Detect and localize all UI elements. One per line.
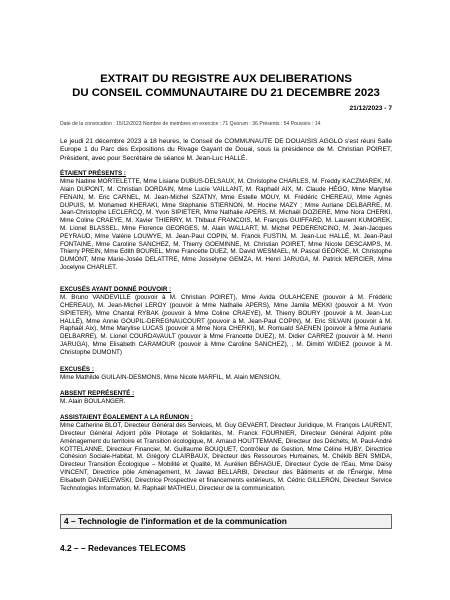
agenda-section-bar: 4 – Technologie de l'information et de la communication [60,514,392,529]
section-body: M. Bruno VANDEVILLE (pouvoir à M. Christian POIRET), Mme Avida OULAHCENE (pouvoir à M. Frédéric CHEREAU), M. Jean-Michel LEROY (pouvoir à Mme Nathalie APERS), Mme Jamila MEKKI (pouvoir à M. Yvon SIPIETER), Mme Chantal RYBAK (pouvoir à Mme Coline CRAEYE), M. Thierry BOURY (pouvoir à M. Jean-Luc HALLÉ), Mme Annie GOUPIL-DEREGNAUCOURT (pouvoir à M. Jean-Paul COPIN), M. Eric SILVAIN (pouvoir à M. Raphaël Aix), Mme Marylise LUCAS (pouvoir à Mme Nora CHERKI), M. Romuald SAENEN (pouvoir à Mme Auriane DELBARRE), M. Lionel COURDAVAULT (pouvoir à Mme Francette DUEZ), M. Didier CARREZ (pouvoir à M. Henri JARUGA), Mme Elisabeth CARAMOUR (pouvoir à Mme Caroline SANCHEZ), , M. Dimitri WIDIEZ (pouvoir à M. Christophe DUMONT) [60,294,392,356]
section-heading: EXCUSÉS : [60,366,94,373]
section-heading: ASSISTAIENT ÉGALEMENT A LA RÉUNION : [60,414,193,421]
section-body: M. Alain BOULANGER. [60,398,126,406]
convocation-line: Date de la convocation : 15/12/2023 Nombre de membres en exercice : 71 Quorum : 36 Présents : 54 Pouvoirs : 14 [60,121,321,127]
intro-paragraph: Le jeudi 21 décembre 2023 à 18 heures, le Conseil de COMMUNAUTE DE DOUAISIS AGGLO s'est réuni Salle Europe 1 du Parc des Expositions du Rivage Gayant de Douai, sous la présidence de M. Christian POIRET, Président, avec pour Secrétaire de séance M. Jean-Luc HALLÉ. [60,138,392,162]
agenda-subsection-title: 4.2 – – Redevances TELECOMS [60,543,186,553]
deliberation-reference: 21/12/2023 - 7 [349,105,392,112]
section-pouvoir [60,286,392,357]
document-title-line-2: DU CONSEIL COMMUNAUTAIRE DU 21 DECEMBRE 2023 [72,87,380,99]
section-body: Mme Catherine BLOT, Directeur Général des Services, M. Guy GEVAERT, Directeur Juridique, M. François LAURENT, Directeur Général Adjoint pôle Pilotage et Solidarités, M. Franck FOURNIER, Directeur Général Adjoint pôle Aménagement du territoire et Transition écologique, M. Arnaud HOUTTEMANE, Directeur des Déchets, M. Paul-André KOTTELANNE, Directeur Financier, M. Guillaume BOUQUET, Contrôleur de Gestion, Mme Céline HUBY, Directrice Cohésion Sociale-Habitat, M. Grégory CLAIRBAUX, Directeur des Ressources Humaines, M. Chékib BEN SMIDA, Directeur Transition Écologique – Mobilité et Qualité, M. Aurélien BÉHAGUE, Directeur Cycle de l'Eau, Mme Daisy VINCENT, Directrice pôle Aménagement, M. Jawad BELLARBI, Directeur des Bâtiments et de l'Énergie, Mme Elisabeth DANIELEWSKI, Directrice Prospective et financements extérieurs, M. Cédric GILLERON, Directeur Service Technologies Information, M. Raphaël MATHIEU, Directeur de la communication. [60,422,392,492]
section-absent-represente [60,390,392,406]
section-body: Mme Nadine MORTELETTE, Mme Lisiane DUBUS-DELSAUX, M. Christophe CHARLES, M. Freddy KACZMAREK, M. Alain DUPONT, M. Christian DORDAIN, Mme Lucie VAILLANT, M. Raphaël AIX, M. Claude HÉGO, Mme Maryllse FENAIN, M. Eric CARNEL, M. Jean-Michel SZATNY, Mme Estelle MOUY, M. Frédéric CHEREAU, Mme Agnès DUPUIS, M. Mohamed KHERAKI, Mme Stéphanie STIERNON, M. Hocine MAZY ; Mme Auriane DELBARRE, M. Jean-Christophe LECLERCQ, M. Yvon SIPIETER, Mme Nathalie APERS, M. Michaël DOZIERE, Mme Nora CHERKI, Mme Coline CRAEYE, M. Xavier THIERRY, M. Thibaut FRANCOIS, M. François GUIFFARD, M. Laurent KUMOREK, M. Lionel BLASSEL, Mme Florence GEORGES, M. Alain WALLART, M. Michel PEDERENCINO, M. Jean-Jacques PEYRAUD, Mme Valérie LOUWYE, M. Jean-Paul COPIN, M. Franck FUSTIN, M. Jean-Luc HALLÉ, M. Jean-Paul FONTAINE, Mme Caroline SANCHEZ, M. Thierry GOEMINNE, M. Christian POIRET, Mme Nicole DESCAMPS, M. Thierry PREIN, Mme Edith BOUREL, Mme Francette DUEZ, M. David WESMAEL, M. Pascal GEORGE, M. Christophe DUMONT, Mme Marie-Josée DELATTRE, Mme Josselyne GEMZA, M. Henri JARUGA, M. Patrick MERCIER, Mme Jocelyne CHARLET. [60,178,392,272]
document-title-line-1: EXTRAIT DU REGISTRE AUX DELIBERATIONS [100,73,352,85]
section-presents [60,170,392,272]
section-heading: ABSENT REPRÉSENTÉ : [60,390,135,397]
section-body: Mme Mathilde GUILAIN-DESMONS, Mme Nicole MARFIL, M. Alain MENSION, [60,374,281,382]
section-heading: EXCUSÉS AYANT DONNÉ POUVOIR : [60,286,172,293]
section-assistaient [60,414,392,492]
section-excuses [60,366,392,382]
section-heading: ÉTAIENT PRÉSENTS : [60,170,127,177]
